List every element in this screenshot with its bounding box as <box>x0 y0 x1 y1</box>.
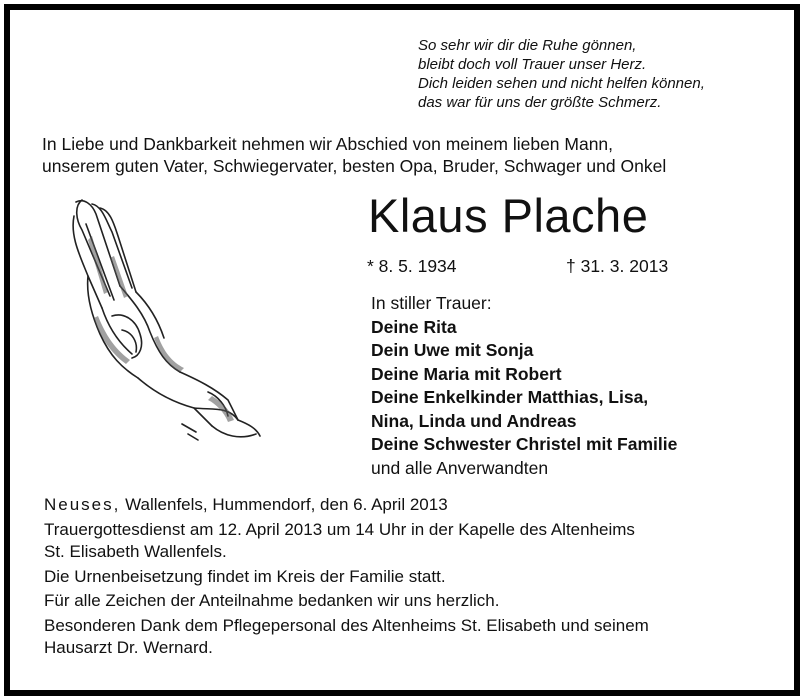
mourners-lead: In stiller Trauer: <box>371 293 492 313</box>
mourner: Deine Maria mit Robert <box>371 363 562 384</box>
mourner: Dein Uwe mit Sonja <box>371 340 534 360</box>
mourner: Nina, Linda und Andreas <box>371 410 577 431</box>
thanks-paragraph: Für alle Zeichen der Anteilnahme bedanken wir uns herzlich. <box>44 591 500 610</box>
special-thanks-line: Hausarzt Dr. Wernard. <box>44 638 213 657</box>
urn-paragraph: Die Urnenbeisetzung findet im Kreis der Familie statt. <box>44 566 446 586</box>
poem-line: bleibt doch voll Trauer unser Herz. <box>418 56 647 73</box>
service-line: St. Elisabeth Wallenfels. <box>44 542 227 561</box>
mourner: Deine Enkelkinder Matthias, Lisa, <box>371 387 649 407</box>
intro-text <box>42 133 762 177</box>
special-thanks-paragraph <box>44 615 764 660</box>
birth-date: * 8. 5. 1934 <box>367 256 457 276</box>
mourner: Deine Schwester Christel mit Familie <box>371 434 678 454</box>
praying-hands-icon <box>62 196 272 446</box>
footer-text <box>44 494 764 662</box>
mourner: Deine Rita <box>371 316 457 337</box>
place-name: Neuses, <box>44 495 121 514</box>
place-date-line <box>44 494 764 517</box>
service-paragraph <box>44 519 764 564</box>
special-thanks-line: Besonderen Dank dem Pflegepersonal des Altenheims St. Elisabeth und seinem <box>44 615 649 635</box>
poem-line: So sehr wir dir die Ruhe gönnen, <box>418 37 637 54</box>
deceased-name: Klaus Plache <box>368 189 649 242</box>
place-date: Wallenfels, Hummendorf, den 6. April 2013 <box>125 495 448 514</box>
intro-line: In Liebe und Dankbarkeit nehmen wir Abschied von meinem lieben Mann, <box>42 134 614 154</box>
service-line: Trauergottesdienst am 12. April 2013 um 14 Uhr in der Kapelle des Altenheims <box>44 519 635 539</box>
poem-line: Dich leiden sehen und nicht helfen können, <box>418 75 705 92</box>
poem-line: das war für uns der größte Schmerz. <box>418 94 662 111</box>
intro-line: unserem guten Vater, Schwiegervater, besten Opa, Bruder, Schwager und Onkel <box>42 156 667 176</box>
mourners-closing: und alle Anverwandten <box>371 457 549 478</box>
poem <box>418 36 778 112</box>
death-date: † 31. 3. 2013 <box>566 256 669 276</box>
mourners-list <box>371 292 781 480</box>
